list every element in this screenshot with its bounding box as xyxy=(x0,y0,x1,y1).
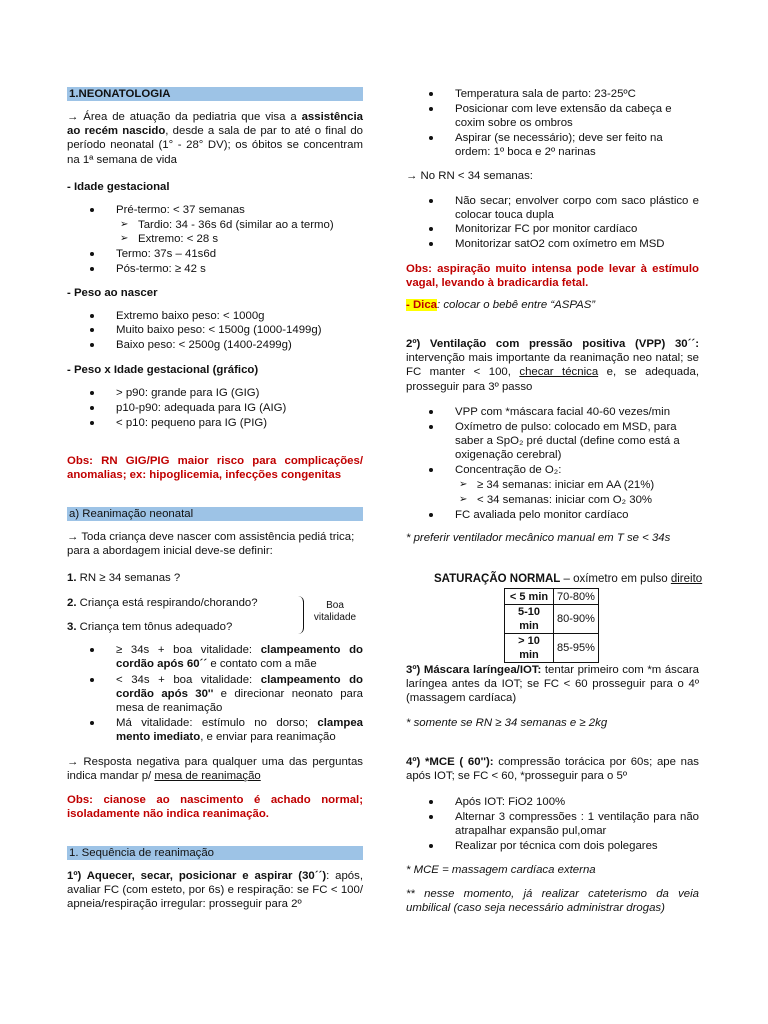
list-item: Monitorizar FC por monitor cardíaco xyxy=(455,222,699,236)
obs-aspiracao: Obs: aspiração muito intensa pode levar à estímulo vagal, levando à bradicardia fetal. xyxy=(406,263,699,290)
table-row: < 5 min 70-80% xyxy=(505,589,599,605)
heading-idade-gestacional: - Idade gestacional xyxy=(67,181,170,193)
reanimacao-paragraph: → Toda criança deve nascer com assistência pediá trica; para a abordagem inicial deve-se definir: xyxy=(67,531,355,558)
list-subitem: ➢ Extremo: < 28 s xyxy=(120,233,219,245)
list-item: < 34s + boa vitalidade: clampeamento do cordão após 30'' e direcionar neonato para mesa de reanimação xyxy=(116,673,363,716)
intro-paragraph: → Área de atuação da pediatria que visa a assistência ao recém nascido, desde a sala de par to até o final do período neonatal (1° - 28° DV); os óbitos se concentram na 1ª semana de vida xyxy=(67,111,364,166)
list-item: p10-p90: adequada para IG (AIG) xyxy=(116,401,363,415)
list-item: ≥ 34s + boa vitalidade: clampeamento do cordão após 60´´ e contato com a mãe xyxy=(116,643,363,671)
boa-vitalidade-label: Boa vitalidade xyxy=(313,600,357,623)
list-item: Oxímetro de pulso: colocado em MSD, para saber a SpO₂ pré ductal (define como está a oxigenação cerebral) xyxy=(455,420,699,463)
brace-icon xyxy=(297,596,304,634)
saturation-table xyxy=(504,588,599,663)
step-4-paragraph: 4º) *MCE ( 60''): compressão torácica por 60s; ape nas após IOT; se FC < 60, *prosseguir para o 5º xyxy=(406,756,700,783)
list-item: FC avaliada pelo monitor cardíaco xyxy=(455,508,699,522)
saturation-title: SATURAÇÃO NORMAL – oxímetro em pulso direito xyxy=(434,573,703,585)
negative-response-paragraph: → Resposta negativa para qualquer uma das perguntas indica mandar p/ mesa de reanimação xyxy=(67,756,363,783)
table-row: 5-10 min 80-90% xyxy=(505,605,599,634)
heading-peso-ig: - Peso x Idade gestacional (gráfico) xyxy=(67,364,259,376)
question-2: 2. Criança está respirando/chorando? xyxy=(67,597,258,609)
list-item: Pós-termo: ≥ 42 s xyxy=(116,262,363,276)
mask-note: * somente se RN ≥ 34 semanas e ≥ 2kg xyxy=(406,717,608,729)
rn-34-heading: → No RN < 34 semanas: xyxy=(406,170,533,182)
list-item: Realizar por técnica com dois polegares xyxy=(455,839,699,853)
list-subitem: ➢ < 34 semanas: iniciar com O₂ 30% xyxy=(459,494,653,506)
section-title-reanimacao: a) Reanimação neonatal xyxy=(67,507,363,521)
list-item: Monitorizar satO2 com oxímetro em MSD xyxy=(455,237,699,251)
step-2-paragraph: 2º) Ventilação com pressão positiva (VPP) 30´´: intervenção mais importante da reanimação neo natal; se FC manter < 100, checar técnica e, se adequada, prosseguir para 3º passo xyxy=(406,338,699,393)
list-subitem: ➢ ≥ 34 semanas: iniciar em AA (21%) xyxy=(459,479,655,491)
list-item: < p10: pequeno para IG (PIG) xyxy=(116,416,363,430)
list-item: > p90: grande para IG (GIG) xyxy=(116,386,363,400)
question-3: 3. Criança tem tônus adequado? xyxy=(67,621,233,633)
list-item: Muito baixo peso: < 1500g (1000-1499g) xyxy=(116,323,363,337)
saturation-table-figure xyxy=(434,572,703,661)
step-3-paragraph: 3º) Máscara laríngea/IOT: tentar primeiro com *m áscara laríngea antes da IOT; se FC < 60 prosseguir para o 4º (massagem cardíaca) xyxy=(406,664,699,705)
mce-note-1: * MCE = massagem cardíaca externa xyxy=(406,864,596,876)
list-item: Após IOT: FiO2 100% xyxy=(455,795,699,809)
question-1: 1. RN ≥ 34 semanas ? xyxy=(67,572,181,584)
list-item: Baixo peso: < 2500g (1400-2499g) xyxy=(116,338,363,352)
list-item: Posicionar com leve extensão da cabeça e coxim sobre os ombros xyxy=(455,102,699,130)
dica-line: - Dica: colocar o bebê entre “ASPAS” xyxy=(406,299,596,311)
table-row: > 10 min 85-95% xyxy=(505,634,599,663)
obs-cianose: Obs: cianose ao nascimento é achado normal; isoladamente não indica reanimação. xyxy=(67,794,363,821)
list-item: Pré-termo: < 37 semanas xyxy=(116,203,363,217)
heading-peso-nascer: - Peso ao nascer xyxy=(67,287,158,299)
list-item: VPP com *máscara facial 40-60 vezes/min xyxy=(455,405,699,419)
mce-note-2: ** nesse momento, já realizar cateterismo da veia umbilical (caso seja necessário administrar drogas) xyxy=(406,888,699,915)
list-item: Aspirar (se necessário); deve ser feito na ordem: 1º boca e 2º narinas xyxy=(455,131,699,159)
vpp-note: * preferir ventilador mecânico manual em T se < 34s xyxy=(406,532,671,544)
section-title-neonatologia: 1.NEONATOLOGIA xyxy=(67,87,363,101)
step-1-paragraph: 1º) Aquecer, secar, posicionar e aspirar (30´´): após, avaliar FC (com esteto, por 6s) e respiração: se FC < 100/ apneia/respiração irregular: prosseguir para 2º xyxy=(67,870,363,911)
list-item: Termo: 37s – 41s6d xyxy=(116,247,363,261)
list-item: Não secar; envolver corpo com saco plástico e colocar touca dupla xyxy=(455,194,699,222)
list-item: Má vitalidade: estímulo no dorso; clampea mento imediato, e enviar para reanimação xyxy=(116,716,363,744)
list-item: Alternar 3 compressões : 1 ventilação para não atrapalhar expansão pul,omar xyxy=(455,810,699,838)
list-item: Temperatura sala de parto: 23-25ºC xyxy=(455,87,699,101)
list-item: Extremo baixo peso: < 1000g xyxy=(116,309,363,323)
section-title-sequencia: 1. Sequência de reanimação xyxy=(67,846,363,860)
list-subitem: ➢ Tardio: 34 - 36s 6d (similar ao a termo) xyxy=(120,219,334,231)
list-item: Concentração de O₂: xyxy=(455,463,699,477)
obs-gig-pig: Obs: RN GIG/PIG maior risco para complicações/ anomalias; ex: hipoglicemia, infecções congenitas xyxy=(67,455,363,482)
